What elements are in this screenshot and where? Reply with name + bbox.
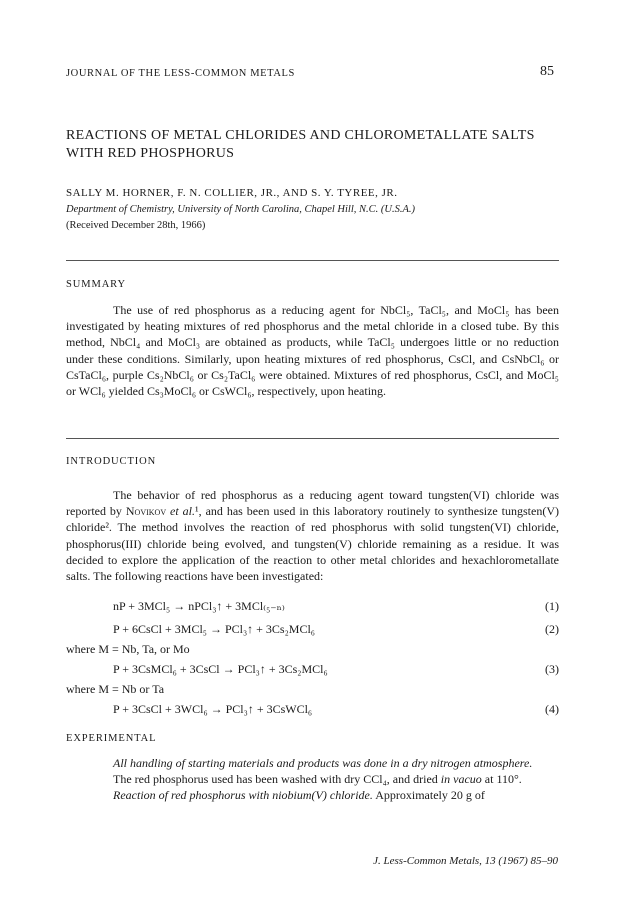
footer-citation: J. Less-Common Metals, 13 (1967) 85–90 [373, 855, 558, 867]
running-header: JOURNAL OF THE LESS-COMMON METALS [66, 68, 295, 79]
affiliation: Department of Chemistry, University of North Carolina, Chapel Hill, N.C. (U.S.A.) [66, 204, 416, 215]
experimental-paragraph-2 [66, 771, 559, 787]
equation-4-number: (4) [545, 702, 559, 716]
exp-p3-italic: Reaction of red phosphorus with niobium(V) chloride. [113, 788, 373, 803]
et-al: et al. [166, 504, 196, 519]
equation-1: nP + 3MCl₅ → nPCl₃↑ + 3MCl₍₅₋ₙ₎ [113, 599, 285, 613]
summary-paragraph: The use of red phosphorus as a reducing agent for NbCl₅, TaCl₅, and MoCl₅ has been investigated by heating mixtures of red phosphorus and the metal chloride in a closed tube. By this method, NbCl₄ and MoCl₃ are obtained as products, while TaCl₅ undergoes little or no reduction under these conditions. Similarly, upon heating mixtures of red phosphorus, CsCl, and CsNbCl₆ or CsTaCl₆, purple Cs₂NbCl₆ or Cs₂TaCl₆ were obtained. Mixtures of red phosphorus, CsCl, and MoCl₅ or WCl₆ yielded Cs₃MoCl₆ or CsWCl₆, respectively, upon heating. [66, 303, 559, 399]
exp-p2-text: The red phosphorus used has been washed with dry CCl₄, and dried [113, 772, 441, 787]
where-clause-2: where M = Nb or Ta [66, 682, 165, 696]
equation-2: P + 6CsCl + 3MCl₅ → PCl₃↑ + 3Cs₂MCl₆ [113, 622, 315, 636]
exp-p2-end: at 110°. [481, 772, 522, 787]
equation-3-number: (3) [545, 662, 559, 676]
exp-p3-text: Approximately 20 g of [372, 788, 485, 803]
page-number: 85 [540, 64, 554, 79]
equation-1-number: (1) [545, 599, 559, 613]
intro-text-2: ¹, and has been used in this laboratory routinely to synthesize tungsten(V) chloride². The method involves the reaction of red phosphorus with solid tungsten(VI) chloride, phosphorus(III) chloride being evolved, and tungsten(V) chloride remaining as a residue. It was decided to explore the application of the reaction to other metal chlorides and hexachlorometallate salts. The following reactions have been investigated: [66, 504, 559, 584]
experimental-text [66, 755, 559, 804]
authors: SALLY M. HORNER, F. N. COLLIER, JR., AND S. Y. TYREE, JR. [66, 187, 398, 199]
equation-4: P + 3CsCl + 3WCl₆ → PCl₃↑ + 3CsWCl₆ [113, 702, 313, 716]
exp-p2-italic: in vacuo [440, 772, 482, 787]
equation-2-number: (2) [545, 622, 559, 636]
author-name: Novikov [125, 504, 167, 519]
introduction-heading: INTRODUCTION [66, 456, 157, 467]
where-clause-1: where M = Nb, Ta, or Mo [66, 642, 190, 656]
article-title [66, 127, 566, 163]
intro-text-1: The behavior of red phosphorus as a reducing agent toward tungsten(VI) chloride was reported by [66, 488, 559, 519]
experimental-note: All handling of starting materials and products was done in a dry nitrogen atmosphere. [113, 756, 533, 770]
title-line-1: REACTIONS OF METAL CHLORIDES AND CHLOROMETALLATE SALTS [66, 128, 535, 143]
divider-rule-1 [66, 260, 559, 261]
introduction-text [66, 487, 559, 584]
title-line-2: WITH RED PHOSPHORUS [66, 146, 235, 161]
experimental-paragraph-3 [66, 787, 559, 803]
received-date: (Received December 28th, 1966) [66, 220, 206, 231]
divider-rule-2 [66, 438, 559, 439]
equation-3: P + 3CsMCl₆ + 3CsCl → PCl₃↑ + 3Cs₂MCl₆ [113, 662, 328, 676]
summary-text [66, 302, 559, 399]
experimental-heading: EXPERIMENTAL [66, 733, 157, 744]
summary-heading: SUMMARY [66, 279, 126, 290]
introduction-paragraph [66, 487, 559, 584]
